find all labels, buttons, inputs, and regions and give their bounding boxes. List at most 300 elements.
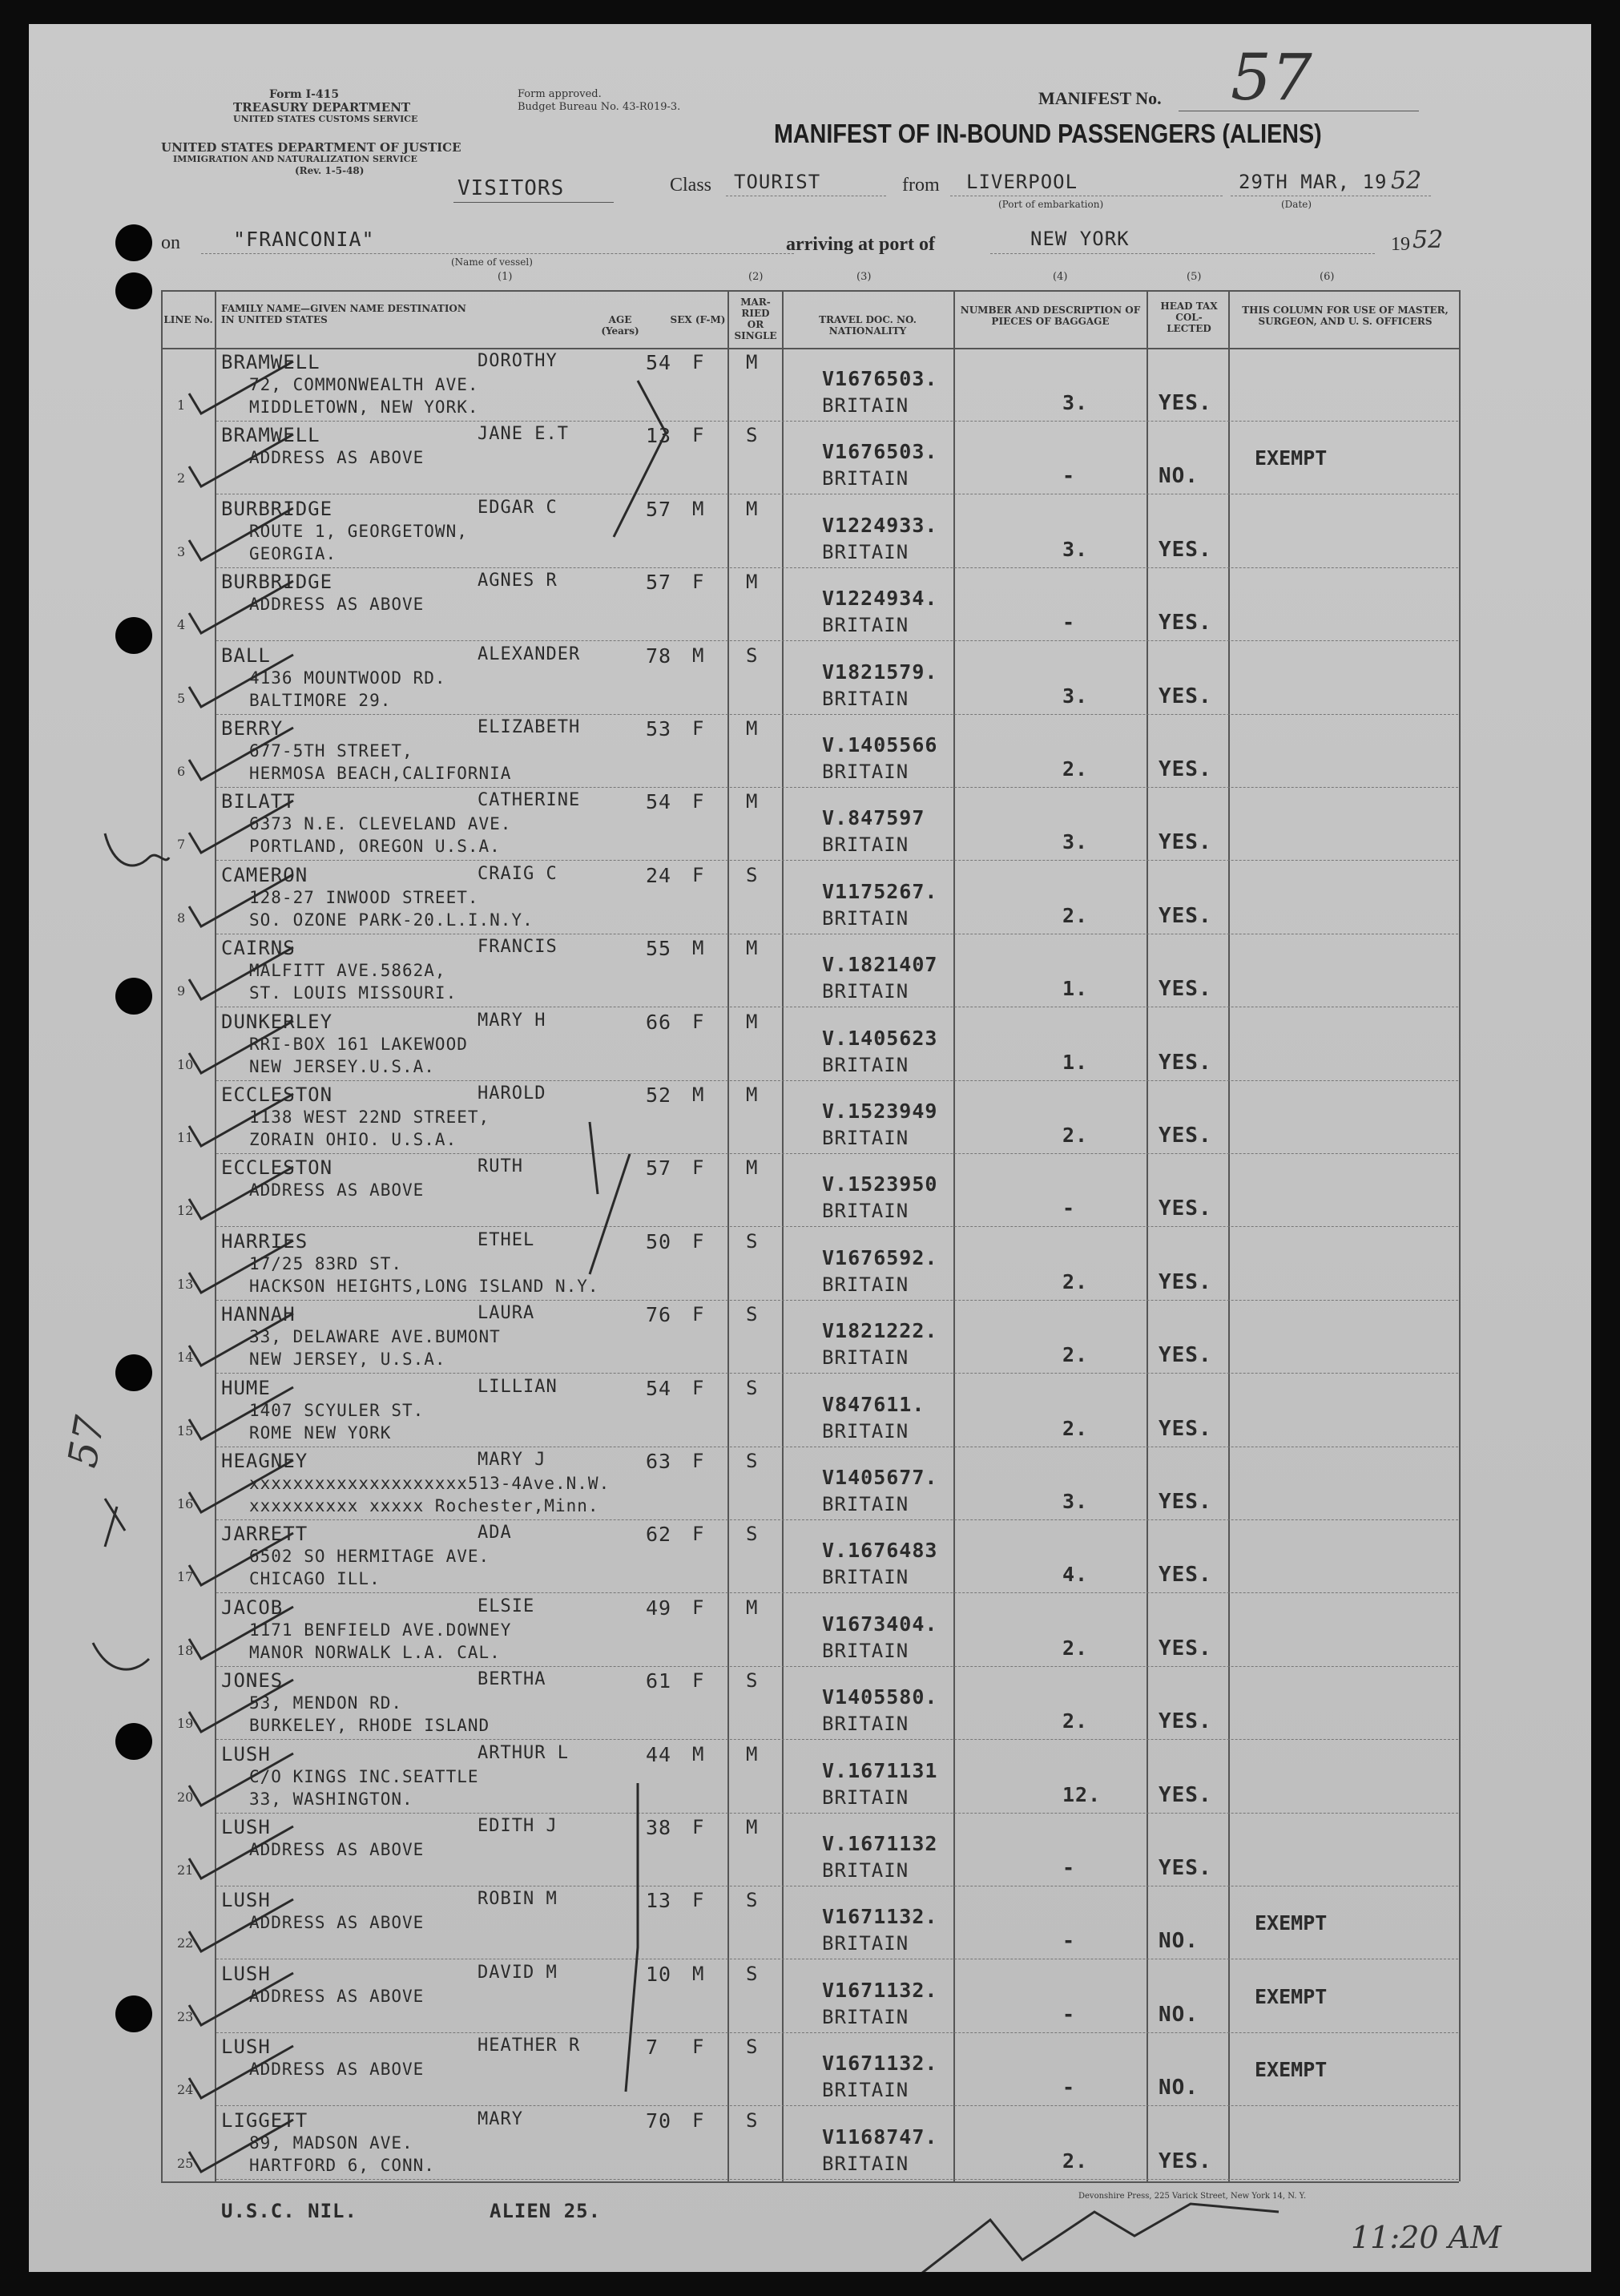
form-id: Form I-415 — [269, 88, 340, 101]
travel-doc-no: V.1671132 — [822, 1832, 938, 1855]
given-name: CRAIG C — [478, 863, 558, 884]
travel-doc-no: V847611. — [822, 1392, 925, 1416]
age: 63 — [646, 1450, 672, 1473]
given-name: DOROTHY — [478, 351, 558, 371]
travel-doc-no: V1821579. — [822, 660, 938, 684]
head-tax: YES. — [1159, 1343, 1212, 1368]
travel-doc-no: V1671132. — [822, 2052, 938, 2076]
travel-doc-no: V1673404. — [822, 1612, 938, 1636]
address-line-2: BURKELEY, RHODE ISLAND — [249, 1716, 490, 1736]
sex: F — [692, 2036, 705, 2059]
head-tax: YES. — [1159, 1490, 1212, 1514]
head-tax: NO. — [1159, 2076, 1199, 2100]
pencil-stroke — [590, 1122, 598, 1194]
head-tax: YES. — [1159, 1416, 1212, 1441]
marital-status: S — [746, 644, 759, 667]
address-line-1: ADDRESS AS ABOVE — [249, 595, 425, 615]
line-number: 9 — [177, 983, 186, 999]
marital-status: S — [746, 1450, 759, 1472]
line-number: 6 — [177, 764, 186, 779]
date-value: 29TH MAR, 19 — [1239, 171, 1388, 193]
surname: JARRETT — [221, 1523, 308, 1546]
line-number: 11 — [177, 1130, 194, 1145]
address-line-1: 1407 SCYULER ST. — [249, 1400, 425, 1420]
address-line-1: ROUTE 1, GEORGETOWN, — [249, 521, 468, 541]
age: 10 — [646, 1962, 672, 1986]
line-number: 19 — [177, 1716, 194, 1732]
marital-status: S — [746, 1376, 759, 1399]
address-line-1: MALFITT AVE.5862A, — [249, 961, 446, 981]
nationality: BRITAIN — [822, 2152, 909, 2175]
baggage-count: - — [1062, 611, 1076, 635]
marital-status: M — [746, 497, 759, 520]
line-number: 12 — [177, 1203, 194, 1219]
travel-doc-no: V.1523949 — [822, 1100, 938, 1123]
sex: M — [692, 644, 705, 667]
address-line-1: 4136 MOUNTWOOD RD. — [249, 668, 446, 688]
age: 52 — [646, 1083, 672, 1107]
age: 49 — [646, 1596, 672, 1620]
header-age: AGE (Years) — [601, 314, 639, 337]
line-number: 4 — [177, 617, 186, 633]
sex: F — [692, 1156, 705, 1180]
address-line-2: SO. OZONE PARK-20.L.I.N.Y. — [249, 910, 534, 930]
surname: LUSH — [221, 1962, 271, 1985]
sex: F — [692, 790, 705, 813]
class-value: TOURIST — [734, 171, 821, 193]
marital-status: S — [746, 1229, 759, 1253]
surname: CAIRNS — [221, 937, 296, 960]
manifest-title: MANIFEST OF IN-BOUND PASSENGERS (ALIENS) — [774, 119, 1322, 148]
marital-status: S — [746, 424, 759, 447]
address-line-1: 128-27 INWOOD STREET. — [249, 887, 479, 907]
col-number-1: (1) — [498, 271, 513, 283]
usc-count: U.S.C. NIL. — [221, 2200, 357, 2222]
head-tax: YES. — [1159, 1636, 1212, 1660]
sex: M — [692, 497, 705, 520]
line-number: 13 — [177, 1276, 194, 1292]
age: 57 — [646, 571, 672, 595]
marital-status: S — [746, 1889, 759, 1912]
customs-service: UNITED STATES CUSTOMS SERVICE — [233, 114, 418, 124]
marital-status: M — [746, 1156, 759, 1180]
travel-doc-no: V1671132. — [822, 1978, 938, 2002]
age: 38 — [646, 1816, 672, 1839]
marital-status: S — [746, 1962, 759, 1985]
budget-bureau: Budget Bureau No. 43-R019-3. — [518, 101, 681, 113]
head-tax: YES. — [1159, 2149, 1212, 2173]
given-name: CATHERINE — [478, 790, 581, 811]
sex: F — [692, 1010, 705, 1033]
col-number-4: (4) — [1053, 271, 1068, 283]
address-line-1: ADDRESS AS ABOVE — [249, 1913, 425, 1933]
travel-doc-no: V.1671131 — [822, 1758, 938, 1782]
line-number: 10 — [177, 1056, 194, 1072]
pencil-stroke — [626, 1783, 638, 2092]
given-name: HEATHER R — [478, 2036, 581, 2056]
given-name: ARTHUR L — [478, 1742, 569, 1763]
baggage-count: - — [1062, 1856, 1076, 1879]
given-name: MARY H — [478, 1010, 546, 1031]
address-line-2: 33, WASHINGTON. — [249, 1789, 413, 1809]
given-name: ROBIN M — [478, 1889, 558, 1910]
inspection-time: 11:20 AM — [1351, 2220, 1501, 2255]
head-tax: YES. — [1159, 830, 1212, 855]
travel-doc-no: V1671132. — [822, 1905, 938, 1929]
line-number: 14 — [177, 1350, 194, 1366]
nationality: BRITAIN — [822, 2079, 909, 2102]
head-tax: YES. — [1159, 1050, 1212, 1075]
marital-status: M — [746, 1010, 759, 1033]
address-line-1: 53, MENDON RD. — [249, 1693, 403, 1713]
surname: HEAGNEY — [221, 1450, 308, 1472]
form-revision: (Rev. 1-5-48) — [295, 165, 365, 176]
nationality: BRITAIN — [822, 1346, 909, 1370]
head-tax: NO. — [1159, 1929, 1199, 1954]
surname: BRAMWELL — [221, 424, 320, 447]
nationality: BRITAIN — [822, 980, 909, 1003]
vessel-caption: (Name of vessel) — [451, 256, 533, 268]
line-number: 2 — [177, 470, 186, 486]
arriving-label: arriving at port of — [786, 234, 935, 255]
nationality: BRITAIN — [822, 614, 909, 637]
sex: F — [692, 1303, 705, 1326]
marital-status: M — [746, 1742, 759, 1765]
line-number: 22 — [177, 1935, 194, 1951]
given-name: EDITH J — [478, 1816, 558, 1836]
baggage-count: - — [1062, 1196, 1076, 1221]
address-line-1: ADDRESS AS ABOVE — [249, 448, 425, 468]
from-label: from — [902, 175, 940, 196]
baggage-count: 3. — [1062, 391, 1089, 414]
surname: HUME — [221, 1376, 271, 1399]
from-value: LIVERPOOL — [966, 171, 1078, 193]
age: 54 — [646, 790, 672, 814]
address-line-2: NEW JERSEY, U.S.A. — [249, 1350, 446, 1370]
officer-note: EXEMPT — [1255, 2058, 1328, 2082]
marital-status: S — [746, 2108, 759, 2132]
address-line-2: xxxxxxxxxx xxxxx Rochester,Minn. — [249, 1496, 599, 1515]
header-travel-doc: TRAVEL DOC. NO. NATIONALITY — [819, 314, 917, 337]
travel-doc-no: V1676503. — [822, 440, 938, 464]
sex: F — [692, 1669, 705, 1693]
head-tax: YES. — [1159, 537, 1212, 562]
address-line-2: MIDDLETOWN, NEW YORK. — [249, 397, 479, 417]
age: 76 — [646, 1303, 672, 1327]
age: 13 — [646, 1889, 672, 1913]
sex: F — [692, 351, 705, 373]
address-line-2: ZORAIN OHIO. U.S.A. — [249, 1130, 457, 1149]
margin-scribble — [93, 1643, 149, 1669]
given-name: ALEXANDER — [478, 644, 581, 664]
given-name: ADA — [478, 1523, 512, 1543]
visitors-stamp: VISITORS — [457, 176, 565, 200]
baggage-count: 2. — [1062, 1636, 1089, 1660]
baggage-count: 2. — [1062, 757, 1089, 781]
marital-status: S — [746, 1523, 759, 1546]
baggage-count: 3. — [1062, 537, 1089, 561]
baggage-count: 2. — [1062, 903, 1089, 927]
given-name: BERTHA — [478, 1669, 546, 1690]
age: 66 — [646, 1010, 672, 1034]
line-number: 20 — [177, 1789, 194, 1805]
sex: F — [692, 1889, 705, 1912]
sex: F — [692, 2108, 705, 2132]
vessel-name: "FRANCONIA" — [233, 228, 375, 251]
marital-status: M — [746, 1083, 759, 1106]
arrival-year-prefix: 19 — [1391, 234, 1410, 255]
head-tax: YES. — [1159, 1856, 1212, 1880]
travel-doc-no: V1821222. — [822, 1319, 938, 1343]
baggage-count: 2. — [1062, 1343, 1089, 1367]
line-number: 1 — [177, 397, 186, 413]
travel-doc-no: V1224934. — [822, 587, 938, 611]
surname: BURBRIDGE — [221, 497, 333, 520]
marital-status: M — [746, 1596, 759, 1619]
baggage-count: 3. — [1062, 1490, 1089, 1513]
nationality: BRITAIN — [822, 1786, 909, 1809]
arrival-year: 52 — [1412, 226, 1444, 254]
line-number: 17 — [177, 1569, 194, 1585]
address-line-1: 1138 WEST 22ND STREET, — [249, 1108, 490, 1127]
given-name: DAVID M — [478, 1962, 558, 1983]
age: 61 — [646, 1669, 672, 1693]
address-line-1: ADDRESS AS ABOVE — [249, 1840, 425, 1859]
travel-doc-no: V.1676483 — [822, 1539, 938, 1563]
margin-scribble — [105, 1499, 125, 1547]
marital-status: M — [746, 571, 759, 594]
head-tax: YES. — [1159, 1269, 1212, 1294]
given-name: ELSIE — [478, 1596, 535, 1616]
address-line-1: 6502 SO HERMITAGE AVE. — [249, 1547, 490, 1567]
sex: F — [692, 1450, 705, 1472]
date-year: 52 — [1391, 167, 1422, 195]
age: 57 — [646, 497, 672, 521]
header-officers: THIS COLUMN FOR USE OF MASTER, SURGEON, AND U. S. OFFICERS — [1242, 305, 1449, 327]
nationality: BRITAIN — [822, 1713, 909, 1736]
col-number-3: (3) — [856, 271, 872, 283]
sex: M — [692, 1962, 705, 1985]
sex: F — [692, 1816, 705, 1838]
travel-doc-no: V1405677. — [822, 1466, 938, 1489]
age: 7 — [646, 2036, 659, 2060]
officer-note: EXEMPT — [1255, 1984, 1328, 2008]
line-number: 25 — [177, 2155, 194, 2171]
manifest-no-label: MANIFEST No. — [1038, 88, 1162, 108]
travel-doc-no: V.1523950 — [822, 1172, 938, 1196]
head-tax: YES. — [1159, 1709, 1212, 1734]
address-line-1: 72, COMMONWEALTH AVE. — [249, 375, 479, 394]
address-line-2: HERMOSA BEACH,CALIFORNIA — [249, 764, 512, 783]
baggage-count: - — [1062, 2002, 1076, 2026]
alien-count: ALIEN 25. — [490, 2200, 602, 2222]
nationality: BRITAIN — [822, 1639, 909, 1662]
baggage-count: 4. — [1062, 1563, 1089, 1587]
nationality: BRITAIN — [822, 394, 909, 417]
surname: LUSH — [221, 1889, 271, 1912]
head-tax: YES. — [1159, 391, 1212, 415]
address-line-1: C/O KINGS INC.SEATTLE — [249, 1766, 479, 1786]
marital-status: M — [746, 1816, 759, 1838]
manifest-number: 57 — [1231, 40, 1312, 115]
given-name: FRANCIS — [478, 937, 558, 958]
given-name: MARY J — [478, 1450, 546, 1470]
header-name: FAMILY NAME—GIVEN NAME DESTINATION IN UNITED STATES — [221, 303, 466, 325]
header-married: MAR-RIED OR SINGLE — [734, 297, 777, 341]
line-number: 23 — [177, 2008, 194, 2024]
col-number-2: (2) — [748, 271, 764, 283]
header-sex: SEX (F-M) — [670, 314, 726, 325]
address-line-2: CHICAGO ILL. — [249, 1569, 381, 1589]
age: 44 — [646, 1742, 672, 1766]
sex: F — [692, 863, 705, 886]
head-tax: NO. — [1159, 2002, 1199, 2027]
given-name: EDGAR C — [478, 497, 558, 518]
nationality: BRITAIN — [822, 540, 909, 563]
baggage-count: 1. — [1062, 977, 1089, 1001]
sex: F — [692, 1523, 705, 1546]
immigration-service: IMMIGRATION AND NATURALIZATION SERVICE — [173, 154, 417, 164]
nationality: BRITAIN — [822, 761, 909, 783]
head-tax: YES. — [1159, 1196, 1212, 1221]
marital-status: S — [746, 2036, 759, 2059]
head-tax: NO. — [1159, 464, 1199, 489]
age: 50 — [646, 1229, 672, 1253]
nationality: BRITAIN — [822, 1493, 909, 1515]
address-line-2: ROME NEW YORK — [249, 1422, 392, 1443]
baggage-count: 2. — [1062, 2149, 1089, 2173]
nationality: BRITAIN — [822, 1419, 909, 1443]
surname: BERRY — [221, 717, 284, 740]
margin-page-number: 57 — [58, 1412, 114, 1471]
age: 24 — [646, 863, 672, 887]
address-line-2: HARTFORD 6, CONN. — [249, 2155, 435, 2175]
baggage-count: 1. — [1062, 1050, 1089, 1074]
travel-doc-no: V1224933. — [822, 513, 938, 537]
surname: HARRIES — [221, 1229, 308, 1253]
surname: BALL — [221, 644, 271, 667]
age: 70 — [646, 2108, 672, 2133]
nationality: BRITAIN — [822, 687, 909, 710]
line-number: 21 — [177, 1862, 194, 1878]
address-line-1: 17/25 83RD ST. — [249, 1253, 403, 1273]
surname: ECCLESTON — [221, 1083, 333, 1106]
given-name: MARY — [478, 2108, 523, 2129]
justice-dept: UNITED STATES DEPARTMENT OF JUSTICE — [161, 140, 461, 155]
baggage-count: - — [1062, 2076, 1076, 2100]
nationality: BRITAIN — [822, 1566, 909, 1589]
address-line-1: xxxxxxxxxxxxxxxxxxxx513-4Ave.N.W. — [249, 1474, 611, 1493]
travel-doc-no: V1168747. — [822, 2125, 938, 2149]
travel-doc-no: V1405580. — [822, 1685, 938, 1709]
header-head-tax: HEAD TAX COL-LECTED — [1160, 301, 1218, 334]
sex: F — [692, 1229, 705, 1253]
line-number: 3 — [177, 543, 186, 559]
age: 62 — [646, 1523, 672, 1547]
sex: F — [692, 1376, 705, 1399]
travel-doc-no: V1175267. — [822, 879, 938, 903]
surname: LUSH — [221, 1816, 271, 1838]
address-line-2: MANOR NORWALK L.A. CAL. — [249, 1642, 501, 1662]
col-number-5: (5) — [1187, 271, 1202, 283]
printer-imprint: Devonshire Press, 225 Varick Street, New York 14, N. Y. — [1078, 2192, 1307, 2201]
hand-marks — [29, 24, 1591, 2272]
marital-status: M — [746, 937, 759, 960]
surname: LUSH — [221, 2036, 271, 2059]
baggage-count: - — [1062, 464, 1076, 488]
age: 78 — [646, 644, 672, 668]
line-number: 16 — [177, 1496, 194, 1511]
baggage-count: 3. — [1062, 830, 1089, 854]
travel-doc-no: V1676503. — [822, 367, 938, 390]
age: 54 — [646, 1376, 672, 1400]
age: 54 — [646, 351, 672, 374]
marital-status: M — [746, 351, 759, 373]
address-line-1: 677-5TH STREET, — [249, 741, 413, 761]
surname: LUSH — [221, 1742, 271, 1765]
header-baggage: NUMBER AND DESCRIPTION OF PIECES OF BAGGAGE — [960, 305, 1141, 327]
given-name: HAROLD — [478, 1083, 546, 1104]
nationality: BRITAIN — [822, 1932, 909, 1955]
head-tax: YES. — [1159, 1782, 1212, 1807]
address-line-2: ST. LOUIS MISSOURI. — [249, 983, 457, 1003]
nationality: BRITAIN — [822, 1273, 909, 1296]
nationality: BRITAIN — [822, 2005, 909, 2028]
surname: BILATT — [221, 790, 296, 813]
surname: JONES — [221, 1669, 284, 1693]
given-name: AGNES R — [478, 571, 558, 591]
nationality: BRITAIN — [822, 833, 909, 857]
sex: F — [692, 571, 705, 594]
nationality: BRITAIN — [822, 906, 909, 930]
marital-status: M — [746, 717, 759, 740]
head-tax: YES. — [1159, 757, 1212, 781]
surname: ECCLESTON — [221, 1156, 333, 1180]
class-label: Class — [670, 175, 712, 196]
head-tax: YES. — [1159, 1124, 1212, 1148]
age: 55 — [646, 937, 672, 961]
marital-status: S — [746, 863, 759, 886]
on-label: on — [161, 232, 180, 253]
head-tax: YES. — [1159, 611, 1212, 636]
line-number: 8 — [177, 910, 186, 926]
surname: DUNKERLEY — [221, 1010, 333, 1033]
age: 53 — [646, 717, 672, 740]
baggage-count: 3. — [1062, 684, 1089, 708]
col-number-6: (6) — [1320, 271, 1335, 283]
travel-doc-no: V1676592. — [822, 1245, 938, 1269]
given-name: JANE E.T — [478, 424, 569, 445]
arrival-port: NEW YORK — [1030, 228, 1130, 250]
address-line-2: HACKSON HEIGHTS,LONG ISLAND N.Y. — [249, 1276, 599, 1296]
address-line-1: ADDRESS AS ABOVE — [249, 1180, 425, 1200]
address-line-1: 33, DELAWARE AVE.BUMONT — [249, 1327, 501, 1347]
address-line-1: ADDRESS AS ABOVE — [249, 2060, 425, 2080]
address-line-1: ADDRESS AS ABOVE — [249, 1986, 425, 2006]
baggage-count: 2. — [1062, 1709, 1089, 1733]
manifest-page — [29, 24, 1591, 2272]
travel-doc-no: V.847597 — [822, 806, 925, 830]
line-number: 18 — [177, 1642, 194, 1658]
given-name: ELIZABETH — [478, 717, 581, 737]
given-name: LAURA — [478, 1303, 535, 1324]
head-tax: YES. — [1159, 903, 1212, 928]
treasury-dept: TREASURY DEPARTMENT — [233, 100, 411, 115]
address-line-2: NEW JERSEY.U.S.A. — [249, 1056, 435, 1076]
address-line-1: RRI-BOX 161 LAKEWOOD — [249, 1034, 468, 1054]
baggage-count: 2. — [1062, 1416, 1089, 1440]
line-number: 15 — [177, 1422, 194, 1439]
